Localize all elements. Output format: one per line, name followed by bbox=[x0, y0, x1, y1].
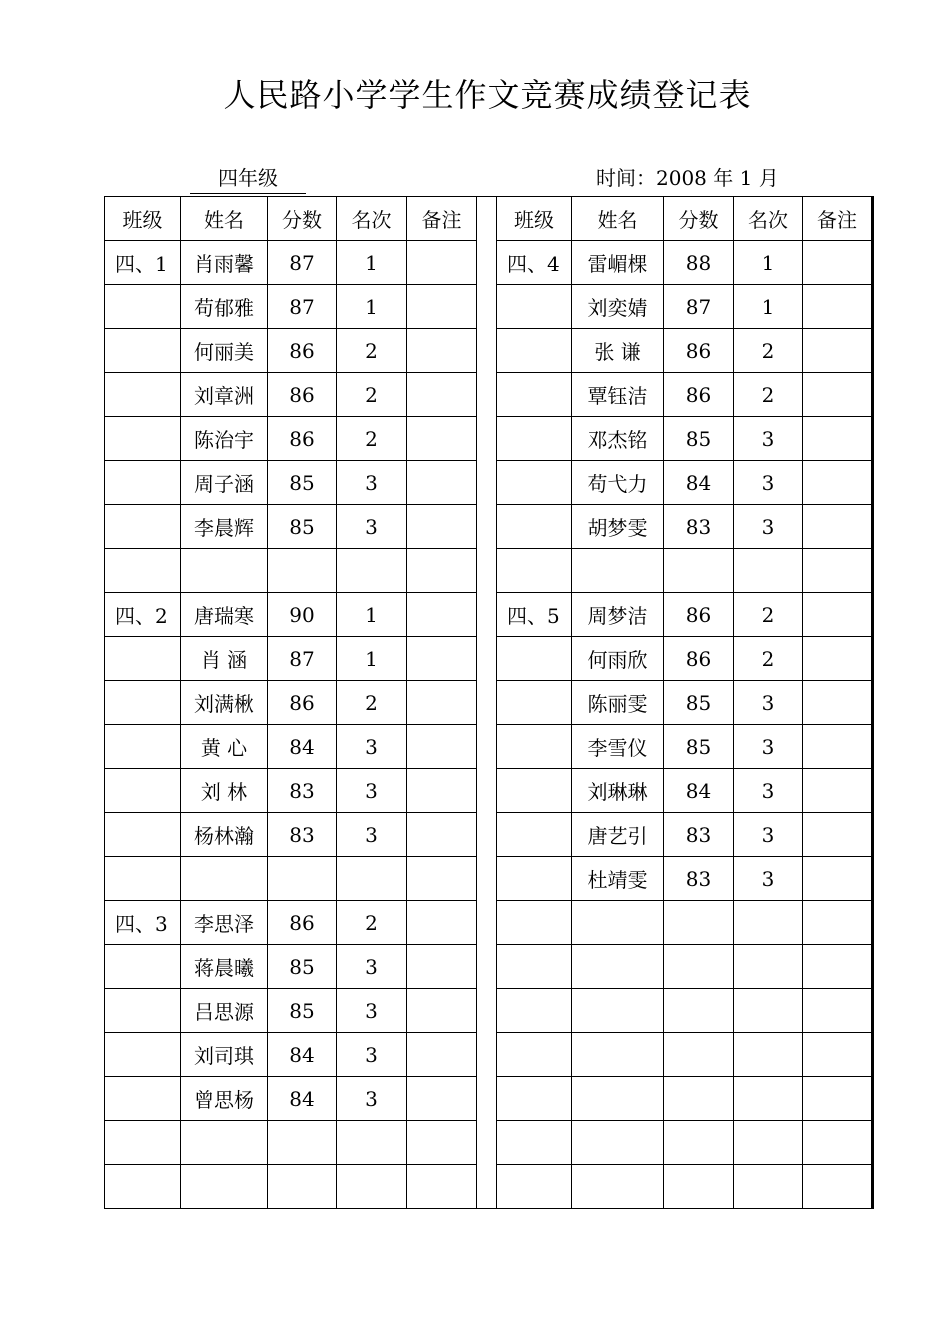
right-cell-rank: 1 bbox=[734, 285, 803, 329]
right-cell-score: 86 bbox=[664, 593, 734, 637]
left-cell-remark bbox=[407, 329, 477, 373]
right-cell-score: 83 bbox=[664, 813, 734, 857]
column-separator bbox=[477, 1121, 497, 1165]
left-cell-class bbox=[105, 813, 181, 857]
left-cell-name: 肖 涵 bbox=[181, 637, 268, 681]
column-separator bbox=[477, 549, 497, 593]
right-cell-score: 84 bbox=[664, 769, 734, 813]
left-cell-name: 肖雨馨 bbox=[181, 241, 268, 285]
table-row bbox=[105, 989, 873, 1033]
table-row bbox=[105, 637, 873, 681]
column-separator bbox=[477, 505, 497, 549]
table-row bbox=[105, 1077, 873, 1121]
right-header-rank: 名次 bbox=[734, 197, 803, 241]
right-cell-remark bbox=[803, 373, 873, 417]
right-cell-class bbox=[497, 1165, 572, 1209]
right-cell-class bbox=[497, 945, 572, 989]
table-row bbox=[105, 681, 873, 725]
left-cell-class bbox=[105, 417, 181, 461]
right-cell-name bbox=[572, 1077, 664, 1121]
table-row bbox=[105, 593, 873, 637]
left-cell-remark bbox=[407, 945, 477, 989]
left-cell-class bbox=[105, 1077, 181, 1121]
left-cell-rank: 2 bbox=[337, 417, 407, 461]
right-cell-remark bbox=[803, 769, 873, 813]
page-title: 人民路小学学生作文竞赛成绩登记表 bbox=[223, 76, 752, 114]
right-cell-rank bbox=[734, 1165, 803, 1209]
right-cell-score bbox=[664, 1165, 734, 1209]
right-cell-rank: 2 bbox=[734, 373, 803, 417]
right-cell-name bbox=[572, 945, 664, 989]
left-cell-class bbox=[105, 329, 181, 373]
left-cell-name: 蒋晨曦 bbox=[181, 945, 268, 989]
right-header-name: 姓名 bbox=[572, 197, 664, 241]
right-cell-rank: 3 bbox=[734, 725, 803, 769]
right-cell-class: 四、4 bbox=[497, 241, 572, 285]
right-cell-class bbox=[497, 417, 572, 461]
left-cell-rank: 2 bbox=[337, 329, 407, 373]
left-cell-score bbox=[268, 549, 337, 593]
left-cell-score: 85 bbox=[268, 945, 337, 989]
right-cell-score: 86 bbox=[664, 637, 734, 681]
column-separator bbox=[477, 637, 497, 681]
date-label: 时间：2008 年 1 月 bbox=[596, 166, 779, 190]
right-cell-rank bbox=[734, 1121, 803, 1165]
left-cell-class bbox=[105, 637, 181, 681]
left-cell-rank: 2 bbox=[337, 681, 407, 725]
column-separator bbox=[477, 285, 497, 329]
right-cell-class bbox=[497, 813, 572, 857]
left-cell-remark bbox=[407, 725, 477, 769]
right-cell-name: 唐艺引 bbox=[572, 813, 664, 857]
left-cell-name: 刘章洲 bbox=[181, 373, 268, 417]
right-cell-class bbox=[497, 329, 572, 373]
left-cell-score: 86 bbox=[268, 329, 337, 373]
left-cell-class bbox=[105, 857, 181, 901]
right-cell-remark bbox=[803, 285, 873, 329]
left-cell-class: 四、3 bbox=[105, 901, 181, 945]
right-cell-remark bbox=[803, 329, 873, 373]
right-cell-score bbox=[664, 1033, 734, 1077]
left-cell-remark bbox=[407, 461, 477, 505]
column-separator bbox=[477, 769, 497, 813]
table-row bbox=[105, 813, 873, 857]
right-cell-rank: 3 bbox=[734, 769, 803, 813]
left-cell-remark bbox=[407, 769, 477, 813]
grade-label: 四年级 bbox=[190, 162, 306, 194]
column-separator bbox=[477, 1077, 497, 1121]
right-cell-class bbox=[497, 549, 572, 593]
right-cell-remark bbox=[803, 417, 873, 461]
right-cell-remark bbox=[803, 1165, 873, 1209]
left-cell-class bbox=[105, 1121, 181, 1165]
right-cell-class bbox=[497, 681, 572, 725]
left-cell-name: 杨林瀚 bbox=[181, 813, 268, 857]
column-separator bbox=[477, 329, 497, 373]
right-cell-name: 李雪仪 bbox=[572, 725, 664, 769]
table-row bbox=[105, 1121, 873, 1165]
right-cell-class bbox=[497, 1033, 572, 1077]
right-cell-class bbox=[497, 373, 572, 417]
right-cell-rank: 3 bbox=[734, 857, 803, 901]
right-cell-remark bbox=[803, 813, 873, 857]
right-cell-rank bbox=[734, 1077, 803, 1121]
left-cell-name: 刘满楸 bbox=[181, 681, 268, 725]
table-row bbox=[105, 857, 873, 901]
right-cell-remark bbox=[803, 857, 873, 901]
left-cell-name: 刘 林 bbox=[181, 769, 268, 813]
right-cell-rank: 3 bbox=[734, 681, 803, 725]
table-row bbox=[105, 417, 873, 461]
left-cell-rank bbox=[337, 1165, 407, 1209]
right-cell-score bbox=[664, 549, 734, 593]
left-cell-remark bbox=[407, 505, 477, 549]
table-row bbox=[105, 945, 873, 989]
left-cell-class bbox=[105, 769, 181, 813]
right-cell-score: 85 bbox=[664, 417, 734, 461]
right-cell-class bbox=[497, 1077, 572, 1121]
right-cell-remark bbox=[803, 549, 873, 593]
column-separator bbox=[477, 417, 497, 461]
left-cell-name: 曾思杨 bbox=[181, 1077, 268, 1121]
right-cell-name bbox=[572, 1165, 664, 1209]
table-row bbox=[105, 549, 873, 593]
left-header-class: 班级 bbox=[105, 197, 181, 241]
table-row bbox=[105, 769, 873, 813]
left-cell-name: 黄 心 bbox=[181, 725, 268, 769]
left-cell-score: 84 bbox=[268, 1033, 337, 1077]
column-separator bbox=[477, 241, 497, 285]
column-separator bbox=[477, 681, 497, 725]
left-cell-class bbox=[105, 461, 181, 505]
left-cell-remark bbox=[407, 373, 477, 417]
left-cell-rank: 3 bbox=[337, 769, 407, 813]
right-cell-class bbox=[497, 1121, 572, 1165]
right-cell-name: 陈丽雯 bbox=[572, 681, 664, 725]
left-cell-name: 苟郁雅 bbox=[181, 285, 268, 329]
right-cell-name: 邓杰铭 bbox=[572, 417, 664, 461]
column-separator bbox=[477, 1033, 497, 1077]
column-separator bbox=[477, 813, 497, 857]
right-header-score: 分数 bbox=[664, 197, 734, 241]
right-cell-remark bbox=[803, 681, 873, 725]
right-cell-name bbox=[572, 549, 664, 593]
left-cell-name: 周子涵 bbox=[181, 461, 268, 505]
right-header-class: 班级 bbox=[497, 197, 572, 241]
left-cell-score: 86 bbox=[268, 373, 337, 417]
left-cell-score: 83 bbox=[268, 769, 337, 813]
right-cell-score bbox=[664, 945, 734, 989]
column-separator bbox=[477, 725, 497, 769]
left-cell-name: 刘司琪 bbox=[181, 1033, 268, 1077]
left-cell-class bbox=[105, 725, 181, 769]
left-cell-remark bbox=[407, 285, 477, 329]
left-cell-name bbox=[181, 549, 268, 593]
left-cell-rank: 3 bbox=[337, 461, 407, 505]
left-cell-remark bbox=[407, 857, 477, 901]
column-separator bbox=[477, 593, 497, 637]
left-cell-score: 85 bbox=[268, 989, 337, 1033]
right-cell-name bbox=[572, 989, 664, 1033]
left-cell-name bbox=[181, 1121, 268, 1165]
left-cell-score: 86 bbox=[268, 901, 337, 945]
left-cell-rank: 3 bbox=[337, 989, 407, 1033]
right-cell-remark bbox=[803, 241, 873, 285]
column-separator bbox=[477, 1165, 497, 1209]
table-row bbox=[105, 1165, 873, 1209]
right-cell-name: 周梦洁 bbox=[572, 593, 664, 637]
left-cell-score: 90 bbox=[268, 593, 337, 637]
left-cell-score bbox=[268, 1121, 337, 1165]
right-cell-score bbox=[664, 1121, 734, 1165]
table-row bbox=[105, 329, 873, 373]
left-cell-class bbox=[105, 681, 181, 725]
right-cell-score bbox=[664, 901, 734, 945]
right-cell-rank bbox=[734, 1033, 803, 1077]
right-cell-rank: 2 bbox=[734, 329, 803, 373]
right-cell-class: 四、5 bbox=[497, 593, 572, 637]
table-row bbox=[105, 505, 873, 549]
left-cell-score: 84 bbox=[268, 1077, 337, 1121]
column-separator bbox=[477, 989, 497, 1033]
right-cell-score: 88 bbox=[664, 241, 734, 285]
left-cell-class bbox=[105, 505, 181, 549]
left-cell-rank: 3 bbox=[337, 725, 407, 769]
right-cell-name: 覃钰洁 bbox=[572, 373, 664, 417]
left-cell-remark bbox=[407, 813, 477, 857]
right-cell-name: 何雨欣 bbox=[572, 637, 664, 681]
left-cell-remark bbox=[407, 549, 477, 593]
right-cell-name bbox=[572, 901, 664, 945]
left-cell-remark bbox=[407, 241, 477, 285]
right-cell-score: 87 bbox=[664, 285, 734, 329]
right-cell-remark bbox=[803, 461, 873, 505]
left-cell-name: 陈治宇 bbox=[181, 417, 268, 461]
left-cell-score: 87 bbox=[268, 241, 337, 285]
table-row bbox=[105, 901, 873, 945]
right-cell-score: 86 bbox=[664, 329, 734, 373]
right-cell-name: 张 谦 bbox=[572, 329, 664, 373]
left-cell-rank: 1 bbox=[337, 285, 407, 329]
left-cell-remark bbox=[407, 1121, 477, 1165]
left-cell-name: 吕思源 bbox=[181, 989, 268, 1033]
right-cell-class bbox=[497, 461, 572, 505]
left-cell-rank: 2 bbox=[337, 901, 407, 945]
right-cell-score: 84 bbox=[664, 461, 734, 505]
right-cell-score: 85 bbox=[664, 725, 734, 769]
left-cell-remark bbox=[407, 989, 477, 1033]
column-separator bbox=[477, 945, 497, 989]
right-cell-name: 胡梦雯 bbox=[572, 505, 664, 549]
right-cell-remark bbox=[803, 505, 873, 549]
right-cell-class bbox=[497, 505, 572, 549]
left-cell-score: 87 bbox=[268, 637, 337, 681]
score-table bbox=[104, 196, 874, 1209]
right-cell-class bbox=[497, 637, 572, 681]
right-cell-rank: 2 bbox=[734, 593, 803, 637]
right-cell-class bbox=[497, 901, 572, 945]
right-cell-name: 雷嵋棵 bbox=[572, 241, 664, 285]
left-cell-score: 85 bbox=[268, 461, 337, 505]
column-separator bbox=[477, 901, 497, 945]
left-cell-name: 李思泽 bbox=[181, 901, 268, 945]
left-cell-class bbox=[105, 549, 181, 593]
right-cell-rank: 1 bbox=[734, 241, 803, 285]
right-cell-score: 83 bbox=[664, 857, 734, 901]
right-cell-score bbox=[664, 1077, 734, 1121]
left-header-remark: 备注 bbox=[407, 197, 477, 241]
left-cell-class bbox=[105, 1165, 181, 1209]
left-header-score: 分数 bbox=[268, 197, 337, 241]
left-cell-rank: 3 bbox=[337, 505, 407, 549]
right-cell-rank: 2 bbox=[734, 637, 803, 681]
left-cell-score: 84 bbox=[268, 725, 337, 769]
right-cell-score: 85 bbox=[664, 681, 734, 725]
header-row bbox=[105, 197, 873, 241]
left-cell-score: 85 bbox=[268, 505, 337, 549]
right-header-remark: 备注 bbox=[803, 197, 873, 241]
column-separator bbox=[477, 197, 497, 241]
left-cell-score: 83 bbox=[268, 813, 337, 857]
left-cell-name: 李晨辉 bbox=[181, 505, 268, 549]
right-cell-rank bbox=[734, 989, 803, 1033]
left-cell-rank bbox=[337, 857, 407, 901]
right-cell-name: 苟弋力 bbox=[572, 461, 664, 505]
right-cell-rank bbox=[734, 549, 803, 593]
right-cell-rank: 3 bbox=[734, 461, 803, 505]
left-cell-rank: 1 bbox=[337, 637, 407, 681]
left-cell-rank: 1 bbox=[337, 593, 407, 637]
left-cell-rank: 2 bbox=[337, 373, 407, 417]
left-cell-class bbox=[105, 373, 181, 417]
right-cell-score bbox=[664, 989, 734, 1033]
left-cell-score: 86 bbox=[268, 681, 337, 725]
left-cell-remark bbox=[407, 417, 477, 461]
left-cell-class: 四、2 bbox=[105, 593, 181, 637]
left-cell-class bbox=[105, 1033, 181, 1077]
right-cell-remark bbox=[803, 901, 873, 945]
right-cell-rank bbox=[734, 945, 803, 989]
right-cell-remark bbox=[803, 593, 873, 637]
table-row bbox=[105, 1033, 873, 1077]
left-cell-score: 87 bbox=[268, 285, 337, 329]
right-cell-remark bbox=[803, 1033, 873, 1077]
right-cell-class bbox=[497, 285, 572, 329]
table-row bbox=[105, 373, 873, 417]
left-cell-rank bbox=[337, 549, 407, 593]
right-cell-rank: 3 bbox=[734, 417, 803, 461]
left-cell-name: 何丽美 bbox=[181, 329, 268, 373]
left-cell-score: 86 bbox=[268, 417, 337, 461]
left-header-rank: 名次 bbox=[337, 197, 407, 241]
table-row bbox=[105, 725, 873, 769]
left-cell-rank: 1 bbox=[337, 241, 407, 285]
left-cell-rank bbox=[337, 1121, 407, 1165]
left-cell-class bbox=[105, 989, 181, 1033]
right-cell-score: 86 bbox=[664, 373, 734, 417]
left-cell-remark bbox=[407, 901, 477, 945]
right-cell-remark bbox=[803, 1121, 873, 1165]
left-cell-remark bbox=[407, 1077, 477, 1121]
left-cell-name bbox=[181, 1165, 268, 1209]
right-cell-rank: 3 bbox=[734, 505, 803, 549]
right-cell-name: 刘奕婧 bbox=[572, 285, 664, 329]
left-cell-score bbox=[268, 857, 337, 901]
right-cell-remark bbox=[803, 989, 873, 1033]
left-cell-score bbox=[268, 1165, 337, 1209]
right-cell-remark bbox=[803, 725, 873, 769]
left-cell-remark bbox=[407, 593, 477, 637]
table-row bbox=[105, 461, 873, 505]
left-header-name: 姓名 bbox=[181, 197, 268, 241]
right-cell-remark bbox=[803, 637, 873, 681]
left-cell-class bbox=[105, 285, 181, 329]
left-cell-rank: 3 bbox=[337, 945, 407, 989]
right-cell-name: 杜靖雯 bbox=[572, 857, 664, 901]
left-cell-name bbox=[181, 857, 268, 901]
right-cell-name bbox=[572, 1121, 664, 1165]
left-cell-name: 唐瑞寒 bbox=[181, 593, 268, 637]
column-separator bbox=[477, 857, 497, 901]
right-cell-rank bbox=[734, 901, 803, 945]
right-cell-remark bbox=[803, 1077, 873, 1121]
left-cell-class: 四、1 bbox=[105, 241, 181, 285]
right-cell-remark bbox=[803, 945, 873, 989]
column-separator bbox=[477, 461, 497, 505]
table-row bbox=[105, 285, 873, 329]
left-cell-rank: 3 bbox=[337, 813, 407, 857]
right-cell-name: 刘琳琳 bbox=[572, 769, 664, 813]
right-cell-name bbox=[572, 1033, 664, 1077]
right-cell-class bbox=[497, 857, 572, 901]
left-cell-rank: 3 bbox=[337, 1033, 407, 1077]
right-cell-class bbox=[497, 725, 572, 769]
right-cell-score: 83 bbox=[664, 505, 734, 549]
right-cell-class bbox=[497, 769, 572, 813]
left-cell-remark bbox=[407, 1033, 477, 1077]
left-cell-remark bbox=[407, 1165, 477, 1209]
left-cell-remark bbox=[407, 637, 477, 681]
left-cell-rank: 3 bbox=[337, 1077, 407, 1121]
right-cell-rank: 3 bbox=[734, 813, 803, 857]
column-separator bbox=[477, 373, 497, 417]
left-cell-remark bbox=[407, 681, 477, 725]
table-row bbox=[105, 241, 873, 285]
right-cell-class bbox=[497, 989, 572, 1033]
left-cell-class bbox=[105, 945, 181, 989]
